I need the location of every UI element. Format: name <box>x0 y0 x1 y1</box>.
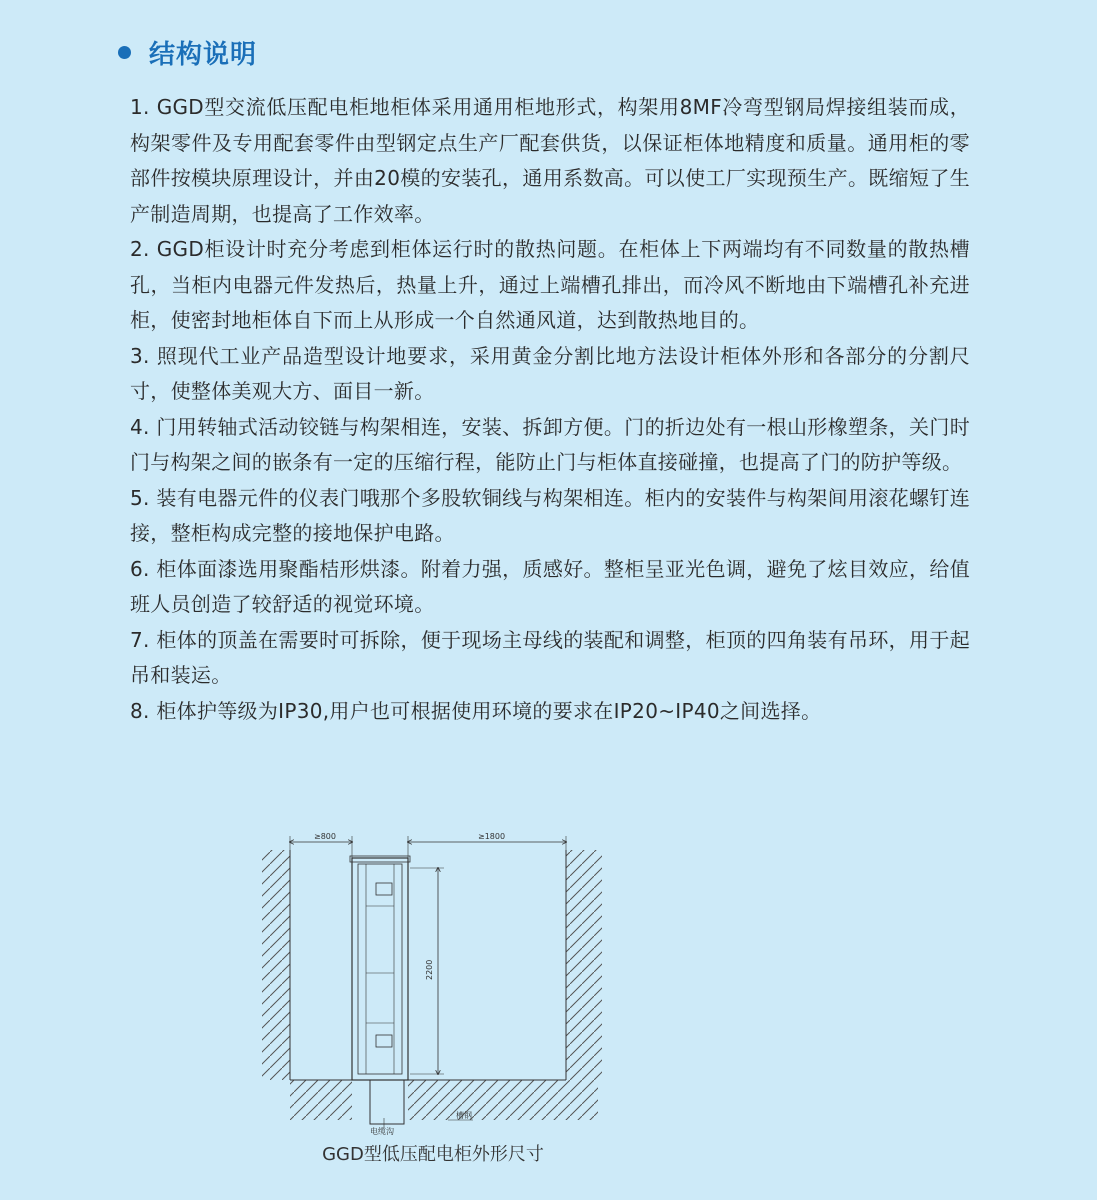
dimension-lines <box>290 836 566 1074</box>
bullet-icon <box>118 46 131 59</box>
paragraph: 5. 装有电器元件的仪表门哦那个多股软铜线与构架相连。柜内的安装件与构架间用滚花螺钉连接，整柜构成完整的接地保护电路。 <box>130 485 970 545</box>
left-wall-hatch <box>262 850 290 1080</box>
paragraph: 2. GGD柜设计时充分考虑到柜体运行时的散热问题。在柜体上下两端均有不同数量的散热槽孔，当柜内电器元件发热后，热量上升，通过上端槽孔排出，而冷风不断地由下端槽孔补充进柜，使密封地柜体自下而上从形成一个自然通风道，达到散热地目的。 <box>130 237 970 332</box>
channel-steel-label: 槽钢 <box>456 1111 472 1120</box>
floor-hatch <box>290 1080 598 1124</box>
dim-right-label: ≥1800 <box>478 832 506 841</box>
paragraph: 1. GGD型交流低压配电柜地柜体采用通用柜地形式，构架用8MF冷弯型钢局焊接组装而成，构架零件及专用配套零件由型钢定点生产厂配套供货，以保证柜体地精度和质量。通用柜的零部件按模块原理设计，并由20模的安装孔，通用系数高。可以使工厂实现预生产。既缩短了生产制造周期，也提高了工作效率。 <box>130 95 970 226</box>
paragraph: 7. 柜体的顶盖在需要时可拆除，便于现场主母线的装配和调整，柜顶的四角装有吊环，用于起吊和装运。 <box>130 627 970 687</box>
paragraph: 6. 柜体面漆选用聚酯桔形烘漆。附着力强，质感好。整柜呈亚光色调，避免了炫目效应，给值班人员创造了较舒适的视觉环境。 <box>130 556 970 616</box>
paragraph: 4. 门用转轴式活动铰链与构架相连，安装、拆卸方便。门的折边处有一根山形橡塑条，关门时门与构架之间的嵌条有一定的压缩行程，能防止门与柜体直接碰撞，也提高了门的防护等级。 <box>130 414 970 474</box>
cable-trench-label: 电缆沟 <box>370 1127 394 1136</box>
dim-left-label: ≥800 <box>314 832 336 841</box>
right-wall-hatch <box>566 850 602 1080</box>
paragraph: 8. 柜体护等级为IP30,用户也可根据使用环境的要求在IP20~IP40之间选择。 <box>130 698 822 723</box>
section-title: 结构说明 <box>149 39 258 70</box>
diagram-caption: GGD型低压配电柜外形尺寸 <box>322 1144 544 1165</box>
cabinet-dimension-diagram <box>258 828 608 1138</box>
section-body <box>130 90 970 729</box>
paragraph: 3. 照现代工业产品造型设计地要求，采用黄金分割比地方法设计柜体外形和各部分的分割尺寸，使整体美观大方、面目一新。 <box>130 343 970 403</box>
section-header <box>118 30 257 74</box>
cabinet-outline <box>350 856 410 1080</box>
dim-height-label: 2200 <box>425 959 434 980</box>
